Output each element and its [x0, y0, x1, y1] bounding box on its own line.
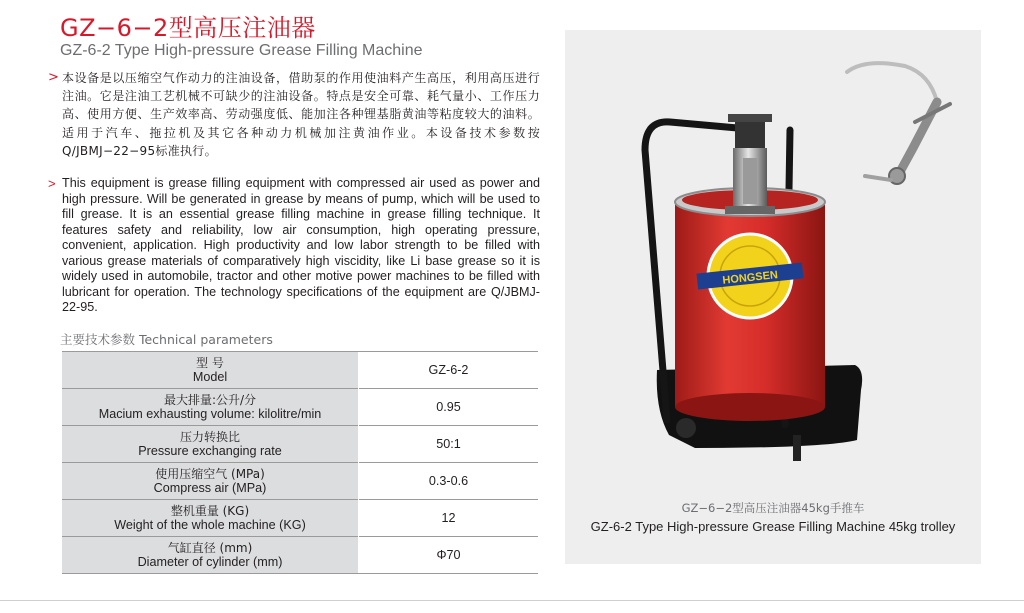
- spec-name: [62, 537, 359, 574]
- spec-value: 0.3-0.6: [359, 463, 539, 500]
- photo-caption-en: GZ-6-2 Type High-pressure Grease Filling Machine 45kg trolley: [590, 519, 956, 534]
- spec-name-cn: 最大排量:公升/分: [163, 393, 257, 407]
- spec-name-en: Weight of the whole machine (KG): [114, 518, 306, 532]
- grease-machine-illustration: [565, 30, 981, 500]
- spec-value: 12: [359, 500, 539, 537]
- description-en-text: This equipment is grease filling equipment with compressed air used as power and high pressure. Will be generated in grease by means of pump, which will be used to fill grease. It is an essential grease filling machine in grease filling technique. It features safety and reliability, low air consumption, high operating pressure, convenient, application. High productivity and low labor strength to be filled with various grease materials of comparatively high viscidity, like Li base grease so it is widely used in automobile, tractor and other motive power machines to be filled with lubricant for operation. The technology specifications of the equipment are Q/JBMJ-22-95.: [62, 176, 540, 314]
- grease-gun: [847, 63, 950, 184]
- spec-name: [62, 389, 359, 426]
- spec-name-en: Compress air (MPa): [153, 481, 267, 495]
- spec-name-cn: 气缸直径 (mm): [167, 541, 253, 555]
- grease-barrel: [675, 188, 825, 421]
- page-title-en: GZ-6-2 Type High-pressure Grease Filling Machine: [60, 42, 423, 59]
- photo-caption-cn: GZ−6−2型高压注油器45kg手推车: [681, 501, 865, 515]
- spec-name-cn: 压力转换比: [179, 430, 240, 444]
- spec-name-en: Diameter of cylinder (mm): [137, 555, 283, 569]
- spec-name-cn: 型 号: [196, 356, 224, 370]
- description-cn: [48, 69, 540, 160]
- bullet-arrow-icon: >: [48, 70, 60, 85]
- table-row: [62, 463, 538, 500]
- table-row: [62, 426, 538, 463]
- spec-value: Φ70: [359, 537, 539, 574]
- description-en: [48, 176, 540, 316]
- spec-name-cn: 整机重量 (KG): [170, 504, 250, 518]
- bullet-arrow-icon: >: [48, 176, 56, 191]
- spec-table: [62, 351, 538, 574]
- spec-name: [62, 426, 359, 463]
- spec-name-cn: 使用压缩空气 (MPa): [155, 467, 265, 481]
- description-cn-text: 本设备是以压缩空气作动力的注油设备，借助泵的作用使油料产生高压，利用高压进行注油。它是注油工艺机械不可缺少的注油设备。特点是安全可靠、耗气量小、工作压力高、使用方便、生产效率高、劳动强度低、能加注各种锂基脂黄油等粘度较大的油料。适用于汽车、拖拉机及其它各种动力机械加注黄油作业。本设备技术参数按Q/JBMJ−22−95标准执行。: [62, 71, 540, 158]
- table-row: [62, 389, 538, 426]
- table-row: [62, 537, 538, 574]
- spec-name: [62, 463, 359, 500]
- bottom-divider: [0, 600, 1024, 601]
- table-row: [62, 500, 538, 537]
- spec-value: GZ-6-2: [359, 352, 539, 389]
- spec-value: 0.95: [359, 389, 539, 426]
- spec-name: [62, 500, 359, 537]
- spec-value: 50:1: [359, 426, 539, 463]
- barrel-brand-label: HONGSEN: [721, 269, 779, 287]
- spec-name-en: Pressure exchanging rate: [138, 444, 282, 458]
- tech-params-label: 主要技术参数 Technical parameters: [60, 332, 273, 347]
- spec-name: [62, 352, 359, 389]
- spec-name-en: Macium exhausting volume: kilolitre/min: [98, 407, 322, 421]
- spec-name-en: Model: [192, 370, 228, 384]
- page-title-cn: GZ−6−2型高压注油器: [60, 14, 316, 42]
- table-row: [62, 352, 538, 389]
